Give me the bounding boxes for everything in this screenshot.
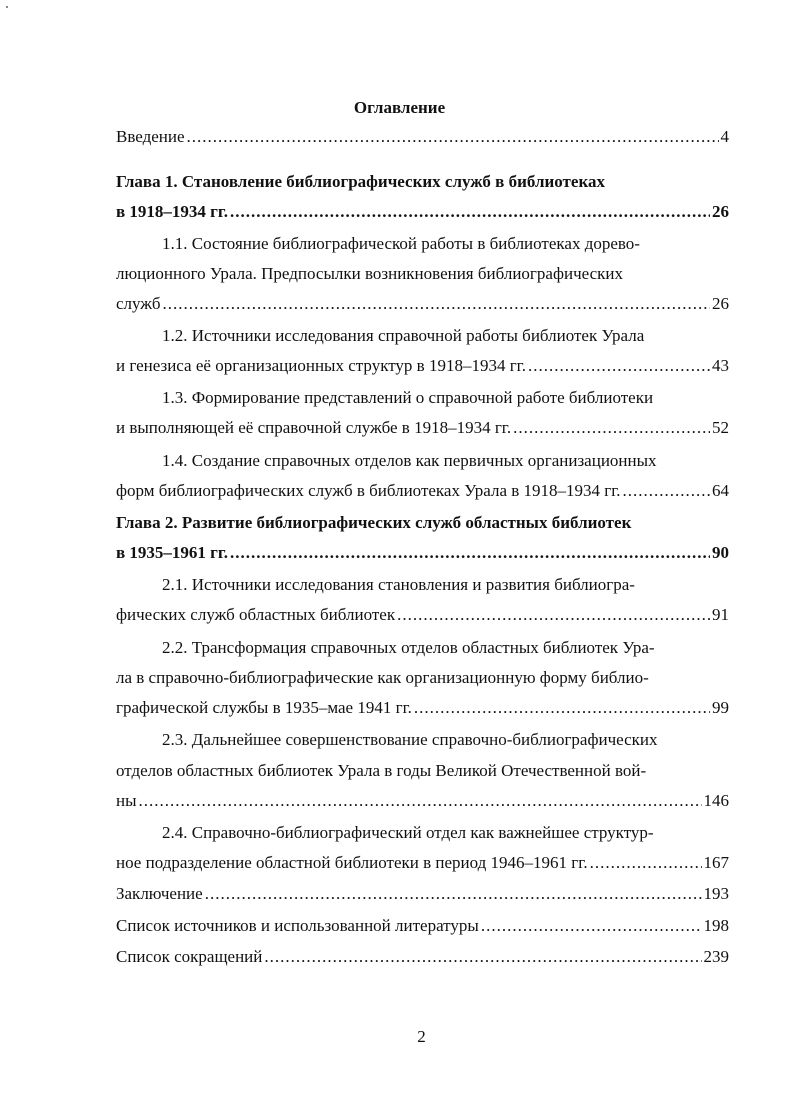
toc-entry-section-2-3[interactable] — [116, 791, 729, 811]
toc-entry-label: форм библиографических служб в библиотеках Урала в 1918–1934 гг. — [116, 481, 621, 500]
toc-page-number: 26 — [712, 202, 729, 221]
toc-chapter-2-title[interactable]: Глава 2. Развитие библиографических служб областных библиотек — [116, 513, 632, 532]
toc-section-1-3-line-1[interactable]: 1.3. Формирование представлений о справочной работе библиотеки — [162, 388, 654, 407]
toc-section-1-1-line-1[interactable]: 1.1. Состояние библиографической работы в библиотеках дорево- — [162, 234, 640, 253]
toc-entry-label: ны — [116, 791, 137, 810]
toc-entry-label: в 1918–1934 гг. — [116, 202, 228, 221]
leader-dots — [481, 916, 702, 936]
toc-section-2-2-line-1[interactable]: 2.2. Трансформация справочных отделов областных библиотек Ура- — [162, 638, 655, 657]
leader-dots — [187, 127, 719, 147]
toc-entry-label: Введение — [116, 127, 185, 146]
toc-section-2-2-line-2[interactable]: ла в справочно-библиографические как организационную форму библио- — [116, 668, 649, 687]
toc-entry-label: служб — [116, 294, 161, 313]
toc-page-number: 90 — [712, 543, 729, 562]
toc-entry-abbreviations[interactable] — [116, 947, 729, 967]
toc-chapter-1-title[interactable]: Глава 1. Становление библиографических служб в библиотеках — [116, 172, 605, 191]
toc-section-1-4-line-1[interactable]: 1.4. Создание справочных отделов как первичных организационных — [162, 451, 657, 470]
toc-section-2-4-line-1[interactable]: 2.4. Справочно-библиографический отдел как важнейшее структур- — [162, 823, 654, 842]
toc-page-number: 91 — [712, 605, 729, 624]
leader-dots — [139, 791, 702, 811]
leader-dots — [513, 418, 710, 438]
toc-page-number: 64 — [712, 481, 729, 500]
page-number: 2 — [417, 1027, 426, 1046]
toc-page-number: 239 — [703, 947, 729, 966]
scan-mark — [6, 6, 8, 8]
toc-page-number: 52 — [712, 418, 729, 437]
page-title: Оглавление — [353, 98, 446, 117]
toc-entry-intro[interactable] — [116, 127, 729, 147]
toc-entry-section-2-4[interactable] — [116, 853, 729, 873]
leader-dots — [414, 698, 710, 718]
toc-entry-label: фических служб областных библиотек — [116, 605, 396, 624]
toc-entry-label: и выполняющей её справочной службе в 1918–1934 гг. — [116, 418, 512, 437]
toc-entry-label: Список источников и использованной литературы — [116, 916, 479, 935]
leader-dots — [205, 884, 702, 904]
toc-entry-sources[interactable] — [116, 916, 729, 936]
toc-section-2-3-line-1[interactable]: 2.3. Дальнейшее совершенствование справочно-библиографических — [162, 730, 658, 749]
toc-page-number: 4 — [720, 127, 729, 146]
toc-entry-label: и генезиса её организационных структур в 1918–1934 гг. — [116, 356, 526, 375]
leader-dots — [162, 294, 710, 314]
toc-section-1-2-line-1[interactable]: 1.2. Источники исследования справочной работы библиотек Урала — [162, 326, 645, 345]
toc-section-1-1-line-2[interactable]: люционного Урала. Предпосылки возникновения библиографических — [116, 264, 623, 283]
toc-entry-section-1-4[interactable] — [116, 481, 729, 501]
leader-dots — [230, 202, 710, 222]
toc-entry-chapter-2[interactable] — [116, 543, 729, 563]
toc-entry-section-2-1[interactable] — [116, 605, 729, 625]
leader-dots — [623, 481, 710, 501]
toc-entry-section-2-2[interactable] — [116, 698, 729, 718]
toc-entry-conclusion[interactable] — [116, 884, 729, 904]
toc-entry-label: Список сокращений — [116, 947, 263, 966]
toc-section-2-1-line-1[interactable]: 2.1. Источники исследования становления и развития библиогра- — [162, 575, 635, 594]
leader-dots — [590, 853, 702, 873]
toc-page-number: 167 — [703, 853, 729, 872]
toc-page-number: 43 — [712, 356, 729, 375]
toc-page-number: 26 — [712, 294, 729, 313]
toc-entry-label: Заключение — [116, 884, 203, 903]
toc-entry-label: ное подразделение областной библиотеки в период 1946–1961 гг. — [116, 853, 588, 872]
leader-dots — [264, 947, 701, 967]
toc-page-number: 146 — [703, 791, 729, 810]
toc-entry-section-1-2[interactable] — [116, 356, 729, 376]
leader-dots — [397, 605, 710, 625]
toc-entry-section-1-3[interactable] — [116, 418, 729, 438]
toc-page-number: 193 — [703, 884, 729, 903]
leader-dots — [528, 356, 710, 376]
leader-dots — [230, 543, 710, 563]
toc-page-number: 198 — [703, 916, 729, 935]
toc-entry-chapter-1[interactable] — [116, 202, 729, 222]
toc-entry-section-1-1[interactable] — [116, 294, 729, 314]
toc-section-2-3-line-2[interactable]: отделов областных библиотек Урала в годы Великой Отечественной вой- — [116, 761, 647, 780]
toc-page-number: 99 — [712, 698, 729, 717]
toc-entry-label: графической службы в 1935–мае 1941 гг. — [116, 698, 412, 717]
toc-entry-label: в 1935–1961 гг. — [116, 543, 228, 562]
